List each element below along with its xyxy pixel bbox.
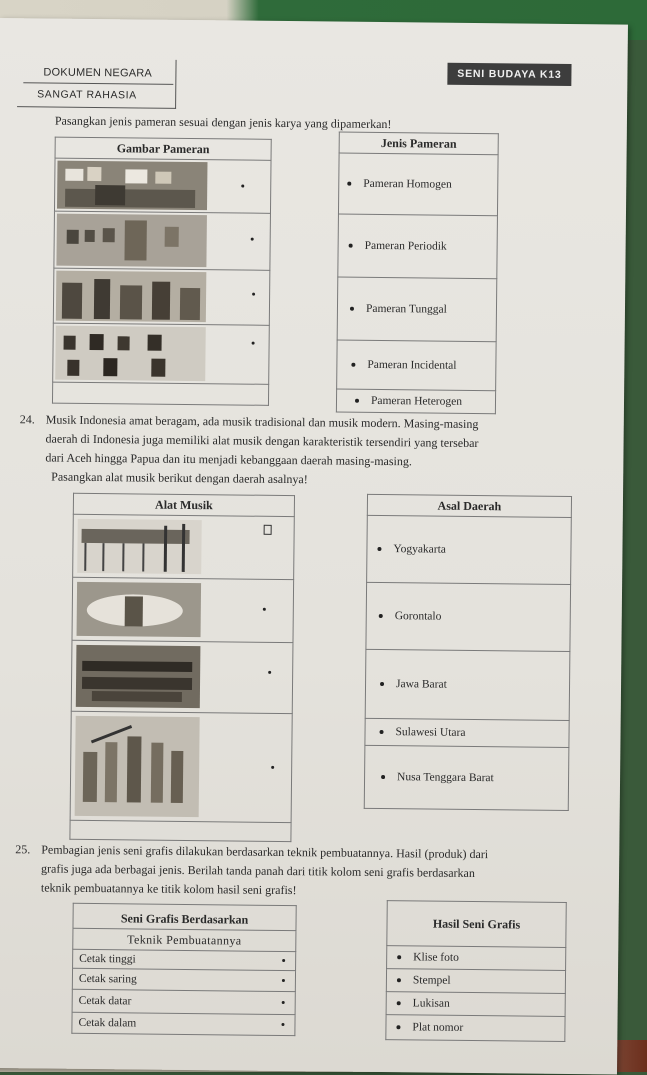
- q23-exhibit-image-2: [54, 211, 271, 270]
- q25-right-item-4[interactable]: [386, 1021, 564, 1035]
- instrument-image: [71, 712, 292, 822]
- bullet-dot[interactable]: [397, 955, 401, 959]
- q23-left-header: Gambar Pameran: [55, 137, 271, 160]
- item-label: Cetak tinggi: [79, 953, 136, 966]
- exhibit-image: [55, 159, 271, 213]
- q24-option-1[interactable]: [367, 543, 570, 557]
- option-label: Yogyakarta: [393, 543, 446, 556]
- q23-right-table: [336, 132, 499, 415]
- q25-right-header: Hasil Seni Grafis: [387, 901, 566, 948]
- option-label: Sulawesi Utara: [395, 726, 465, 739]
- q24-option-5[interactable]: [365, 771, 568, 785]
- q23-instruction: Pasangkan jenis pameran sesuai dengan jenis karya yang dipamerkan!: [55, 114, 392, 133]
- q23-dot-left-3[interactable]: [252, 293, 255, 296]
- bullet-dot[interactable]: [350, 307, 354, 311]
- bullet-dot[interactable]: [380, 730, 384, 734]
- option-label: Nusa Tenggara Barat: [397, 771, 494, 784]
- q23-dot-left-2[interactable]: [251, 238, 254, 241]
- option-label: Pameran Incidental: [367, 359, 456, 372]
- q24-dot-left-2[interactable]: [263, 608, 266, 611]
- q23-option-4[interactable]: [337, 359, 495, 373]
- option-label: Pameran Tunggal: [366, 303, 447, 316]
- bullet-dot[interactable]: [282, 959, 285, 962]
- bullet-dot[interactable]: [381, 775, 385, 779]
- q23-right-header: Jenis Pameran: [339, 132, 498, 155]
- q25-left-header-1: Seni Grafis Berdasarkan: [73, 903, 296, 930]
- instrument-image: [73, 515, 294, 579]
- q24-text-line-1: Musik Indonesia amat beragam, ada musik tradisional dan musik modern. Masing-masing: [46, 411, 479, 435]
- bullet-dot[interactable]: [379, 614, 383, 618]
- q25-left-item-3[interactable]: [73, 995, 295, 1009]
- q24-instrument-image-4: [70, 711, 292, 822]
- item-label: Plat nomor: [412, 1021, 463, 1034]
- item-label: Cetak saring: [79, 973, 137, 986]
- q24-answer-box[interactable]: [264, 525, 272, 535]
- item-label: Lukisan: [413, 997, 450, 1009]
- bullet-dot[interactable]: [380, 682, 384, 686]
- q25-left-item-1[interactable]: [73, 953, 295, 967]
- option-label: Jawa Barat: [396, 678, 447, 691]
- q24-empty-row: [70, 820, 291, 841]
- q23-left-table: [52, 137, 272, 406]
- bullet-dot[interactable]: [377, 547, 381, 551]
- item-label: Cetak dalam: [78, 1017, 136, 1030]
- exhibit-image: [54, 269, 270, 325]
- q24-number: 24.: [20, 410, 35, 429]
- q24-text-line-2: daerah di Indonesia juga memiliki alat musik dengan karakteristik tersendiri yang tersebar: [45, 430, 478, 454]
- doc-label: DOKUMEN NEGARA: [43, 66, 152, 79]
- q25-number: 25.: [15, 840, 30, 859]
- q24-option-4[interactable]: [365, 726, 568, 740]
- q25-text-line-1: Pembagian jenis seni grafis dilakukan berdasarkan teknik pembuatannya. Hasil (produk) dari: [41, 840, 488, 864]
- q24-right-header: Asal Daerah: [367, 494, 571, 517]
- q23-option-1[interactable]: [339, 178, 497, 192]
- q25-right-item-3[interactable]: [387, 997, 565, 1011]
- q23-empty-row: [52, 382, 268, 405]
- instrument-image: [72, 641, 293, 713]
- q23-dot-left-1[interactable]: [241, 185, 244, 188]
- q24-text-line-3: dari Aceh hingga Papua dan itu menjadi kebanggaan daerah masing-masing.: [45, 449, 412, 472]
- q23-option-5[interactable]: [337, 395, 495, 409]
- q24-dot-left-4[interactable]: [271, 766, 274, 769]
- option-label: Pameran Periodik: [365, 240, 447, 253]
- bullet-dot[interactable]: [355, 399, 359, 403]
- bullet-dot[interactable]: [349, 244, 353, 248]
- q23-exhibit-image-1: [54, 158, 271, 213]
- option-label: Pameran Heterogen: [371, 395, 462, 408]
- q24-option-3[interactable]: [366, 678, 569, 692]
- q23-option-3[interactable]: [338, 303, 496, 317]
- q24-instrument-image-2: [72, 577, 294, 642]
- q25-left-item-4[interactable]: [72, 1017, 294, 1031]
- secret-label: SANGAT RAHASIA: [37, 88, 137, 101]
- q24-instrument-image-1: [73, 514, 295, 579]
- exam-paper: [0, 18, 628, 1075]
- bullet-dot[interactable]: [281, 1023, 284, 1026]
- q25-text-line-2: grafis juga ada berbagai jenis. Berilah tanda panah dari titik kolom seni grafis berdasarkan: [41, 859, 475, 883]
- bullet-dot[interactable]: [396, 1025, 400, 1029]
- q25-left-item-2[interactable]: [73, 973, 295, 987]
- bullet-dot[interactable]: [282, 1001, 285, 1004]
- item-label: Stempel: [413, 974, 451, 986]
- q23-option-2[interactable]: [339, 240, 497, 254]
- exhibit-image: [54, 212, 270, 270]
- exhibit-image: [53, 324, 269, 384]
- item-label: Klise foto: [413, 951, 459, 963]
- bullet-dot[interactable]: [397, 1001, 401, 1005]
- q24-instruction: Pasangkan alat musik berikut dengan daerah asalnya!: [51, 468, 308, 490]
- bullet-dot[interactable]: [282, 979, 285, 982]
- q24-dot-left-3[interactable]: [268, 671, 271, 674]
- q24-left-table: [69, 493, 295, 842]
- q25-left-header-2: Teknik Pembuatannya: [73, 928, 296, 951]
- q24-instrument-image-3: [71, 640, 293, 713]
- q23-exhibit-image-4: [53, 323, 270, 384]
- q24-option-2[interactable]: [367, 610, 570, 624]
- option-label: Gorontalo: [395, 610, 442, 622]
- bullet-dot[interactable]: [397, 978, 401, 982]
- q25-right-item-2[interactable]: [387, 974, 565, 988]
- instrument-image: [72, 578, 293, 642]
- option-label: Pameran Homogen: [363, 178, 452, 191]
- q24-right-table: [364, 494, 572, 811]
- item-label: Cetak datar: [79, 995, 132, 1008]
- bullet-dot[interactable]: [351, 363, 355, 367]
- q25-text-line-3: teknik pembuatannya ke titik kolom hasil seni grafis!: [41, 878, 297, 900]
- bullet-dot[interactable]: [347, 182, 351, 186]
- q23-dot-left-4[interactable]: [252, 342, 255, 345]
- subject-badge: SENI BUDAYA K13: [447, 63, 571, 86]
- q23-exhibit-image-3: [53, 268, 270, 325]
- q25-right-table: [385, 900, 566, 1042]
- q24-left-header: Alat Musik: [73, 493, 294, 516]
- q25-left-table: [71, 903, 296, 1036]
- q25-right-item-1[interactable]: [387, 951, 565, 965]
